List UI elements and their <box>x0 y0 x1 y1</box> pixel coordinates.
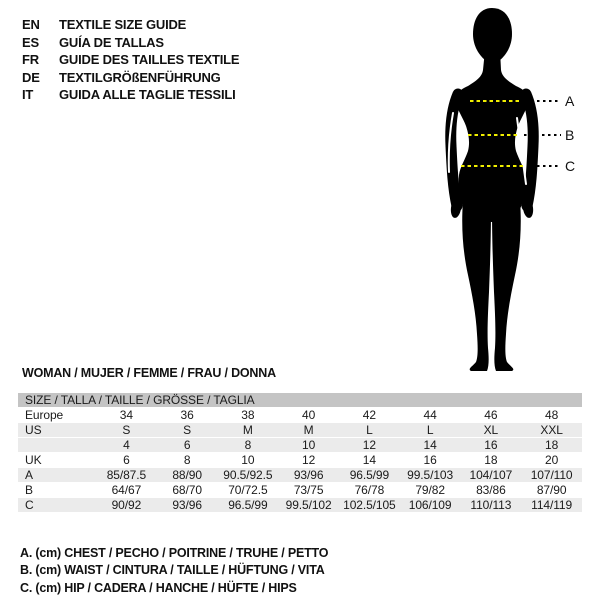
size-table-header: SIZE / TALLA / TAILLE / GRÖSSE / TAGLIA <box>18 393 582 408</box>
language-guide-title: GUIDE DES TAILLES TEXTILE <box>59 52 240 68</box>
marker-label-b: B <box>565 127 575 143</box>
size-table-row <box>18 498 582 513</box>
chest-measure-line <box>470 100 522 102</box>
size-table-cell: 44 <box>400 408 461 423</box>
size-table-cell: 93/96 <box>157 498 218 513</box>
size-table-cell: 107/110 <box>521 468 582 483</box>
size-table-cell: 96.5/99 <box>218 498 279 513</box>
size-table-cell: 36 <box>157 408 218 423</box>
hip-leader-line <box>531 165 561 167</box>
size-table-cell: 18 <box>521 438 582 453</box>
size-table-cell: 4 <box>96 438 157 453</box>
language-code: DE <box>22 69 40 85</box>
size-table-cell: 12 <box>339 438 400 453</box>
size-table-cell: 16 <box>400 453 461 468</box>
size-table-cell: 8 <box>218 438 279 453</box>
size-table-cell: 64/67 <box>96 483 157 498</box>
language-row <box>22 69 239 87</box>
size-table-row-label: B <box>18 483 96 498</box>
waist-leader-line <box>524 134 561 136</box>
woman-silhouette <box>430 0 560 375</box>
size-table-cell: 40 <box>278 408 339 423</box>
language-code: EN <box>22 17 40 32</box>
size-table-cell: 87/90 <box>521 483 582 498</box>
size-table-cell: 20 <box>521 453 582 468</box>
section-title: WOMAN / MUJER / FEMME / FRAU / DONNA <box>22 366 276 380</box>
size-table-cell: 38 <box>218 408 279 423</box>
size-table-row <box>18 483 582 498</box>
language-row <box>22 16 239 34</box>
size-table-cell: 76/78 <box>339 483 400 498</box>
size-table-cell: 6 <box>157 438 218 453</box>
language-guide-title: TEXTILE SIZE GUIDE <box>59 17 187 32</box>
size-table-cell: 10 <box>218 453 279 468</box>
size-table-cell: 79/82 <box>400 483 461 498</box>
size-table-cell: XL <box>461 423 522 438</box>
hip-measure-line <box>461 165 524 167</box>
size-table-cell: 99.5/103 <box>400 468 461 483</box>
marker-label-c: C <box>565 158 576 174</box>
size-table-row-label <box>18 438 96 453</box>
legend-line: A. (cm) CHEST / PECHO / POITRINE / TRUHE / PETTO <box>20 546 329 560</box>
size-table-cell: 42 <box>339 408 400 423</box>
size-table-row <box>18 468 582 483</box>
size-table-cell: 14 <box>400 438 461 453</box>
size-table-cell: 14 <box>339 453 400 468</box>
size-table-cell: 48 <box>521 408 582 423</box>
size-table-cell: 88/90 <box>157 468 218 483</box>
size-table-cell: XXL <box>521 423 582 438</box>
language-list <box>22 16 239 104</box>
language-row <box>22 51 239 69</box>
language-row <box>22 34 239 52</box>
size-table-row-label: A <box>18 468 96 483</box>
woman-silhouette-figure <box>425 0 600 380</box>
size-table-cell: 70/72.5 <box>218 483 279 498</box>
size-table-cell: 10 <box>278 438 339 453</box>
size-table-cell: 18 <box>461 453 522 468</box>
size-table-cell: 93/96 <box>278 468 339 483</box>
size-table-row <box>18 408 582 423</box>
size-table-cell: 6 <box>96 453 157 468</box>
size-table-cell: 90.5/92.5 <box>218 468 279 483</box>
language-code: ES <box>22 34 39 50</box>
size-table-cell: 34 <box>96 408 157 423</box>
size-table-cell: M <box>218 423 279 438</box>
chest-leader-line <box>531 100 561 102</box>
size-table-cell: 73/75 <box>278 483 339 498</box>
size-table-cell: 16 <box>461 438 522 453</box>
size-table-cell: 114/119 <box>521 498 582 513</box>
waist-measure-line <box>468 134 520 136</box>
size-table-row-label: UK <box>18 453 96 468</box>
size-table-row-label: US <box>18 423 96 438</box>
size-table-row-label: C <box>18 498 96 513</box>
size-table-cell: 102.5/105 <box>339 498 400 513</box>
size-table-cell: 83/86 <box>461 483 522 498</box>
size-table-row <box>18 438 582 453</box>
size-table-cell: S <box>96 423 157 438</box>
language-guide-title: GUÍA DE TALLAS <box>59 34 164 50</box>
size-table-row <box>18 423 582 438</box>
size-table-cell: 85/87.5 <box>96 468 157 483</box>
size-table-cell: 104/107 <box>461 468 522 483</box>
size-table-cell: 12 <box>278 453 339 468</box>
size-table-cell: L <box>400 423 461 438</box>
size-table-cell: 46 <box>461 408 522 423</box>
size-table-row <box>18 453 582 468</box>
language-row <box>22 86 239 104</box>
language-guide-title: GUIDA ALLE TAGLIE TESSILI <box>59 87 236 103</box>
size-table <box>18 393 582 513</box>
size-table-cell: M <box>278 423 339 438</box>
legend-line: B. (cm) WAIST / CINTURA / TAILLE / HÜFTUNG / VITA <box>20 563 325 578</box>
language-code: IT <box>22 87 34 103</box>
size-table-cell: 96.5/99 <box>339 468 400 483</box>
marker-label-a: A <box>565 93 575 109</box>
size-table-cell: 90/92 <box>96 498 157 513</box>
language-code: FR <box>22 52 39 68</box>
size-table-cell: 8 <box>157 453 218 468</box>
size-table-row-label: Europe <box>18 408 96 423</box>
size-table-cell: 110/113 <box>461 498 522 513</box>
size-table-cell: 99.5/102 <box>278 498 339 513</box>
size-table-cell: 68/70 <box>157 483 218 498</box>
size-table-body <box>18 408 582 513</box>
size-table-cell: S <box>157 423 218 438</box>
language-guide-title: TEXTILGRÖßENFÜHRUNG <box>59 69 221 85</box>
legend-line: C. (cm) HIP / CADERA / HANCHE / HÜFTE / HIPS <box>20 580 297 595</box>
measurement-legend <box>20 545 328 597</box>
size-table-cell: L <box>339 423 400 438</box>
size-table-header-row <box>18 393 582 408</box>
size-table-cell: 106/109 <box>400 498 461 513</box>
